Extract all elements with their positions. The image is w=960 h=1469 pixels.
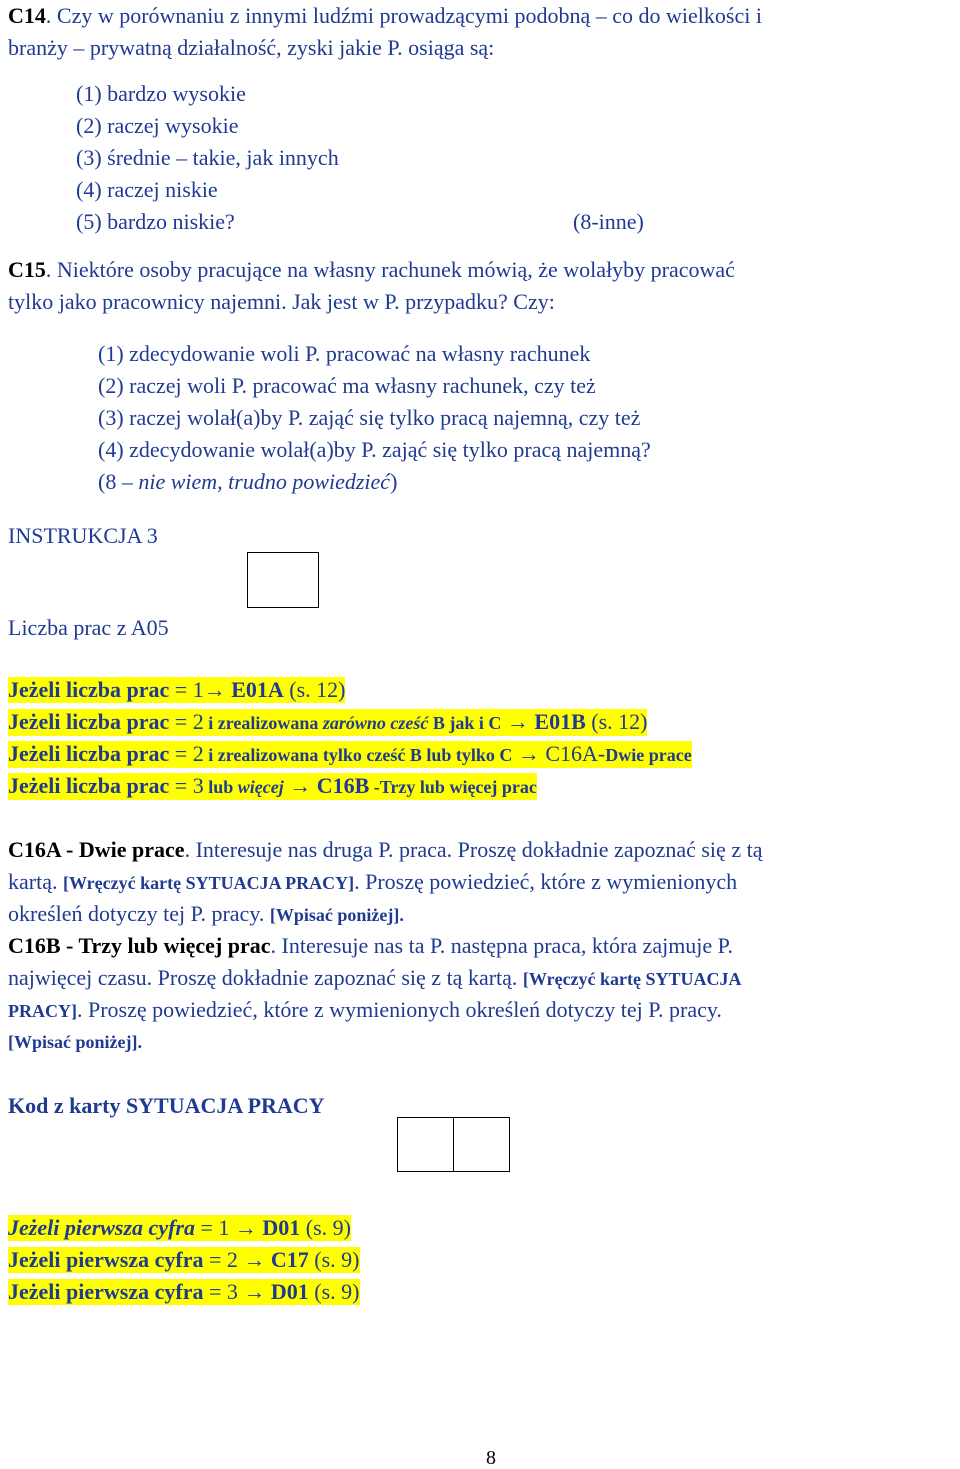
- c16b-text-2a: najwięcej czasu. Proszę dokładnie zapoznać się z tą kartą.: [8, 965, 523, 990]
- c16a-line-3: [8, 901, 404, 928]
- rule-3-value: = 2: [169, 741, 204, 766]
- c16b-line-2: [8, 965, 742, 992]
- jump-1-page: (s. 9): [300, 1215, 351, 1240]
- jump-1-cond: Jeżeli pierwsza cyfra: [8, 1215, 195, 1240]
- rule-3-label: Dwie prace: [605, 745, 692, 765]
- rule-1-target: → E01A: [203, 677, 284, 702]
- c16a-instruction-card: [Wręczyć kartę SYTUACJA PRACY]: [62, 873, 355, 893]
- c16a-text-2c: . Proszę powiedzieć, które z wymienionych: [354, 869, 738, 894]
- c14-line-2: branży – prywatną działalność, zyski jakie P. osiąga są:: [8, 35, 495, 60]
- code-box-1[interactable]: [397, 1117, 454, 1172]
- rule-1-value: = 1: [169, 677, 204, 702]
- kod-label: Kod z karty SYTUACJA PRACY: [8, 1093, 325, 1118]
- c15-dk-open: (8: [98, 469, 122, 494]
- rule-4-value: = 3: [169, 773, 204, 798]
- c16a-line-1: [8, 837, 762, 863]
- jump-2-page: (s. 9): [308, 1247, 360, 1272]
- jump-3: [8, 1279, 360, 1305]
- rule-3-cond: Jeżeli liczba prac: [8, 741, 170, 766]
- jump-1: [8, 1215, 351, 1241]
- jump-3-cond: Jeżeli pierwsza cyfra: [8, 1279, 204, 1304]
- jump-1-value: = 1 →: [194, 1215, 263, 1240]
- jump-1-target: D01: [262, 1215, 301, 1240]
- rule-4-more: więcej: [237, 777, 284, 797]
- c14-number: C14: [8, 3, 46, 28]
- c15-option-3: (3) raczej wolał(a)by P. zająć się tylko pracą najemną, czy też: [98, 405, 641, 430]
- c16a-line-2: [8, 869, 737, 896]
- c15-option-dk: [98, 469, 397, 495]
- rule-2: [8, 709, 647, 736]
- c14-option-2: (2) raczej wysokie: [76, 113, 239, 138]
- rule-2-extra: i zrealizowana: [203, 713, 323, 733]
- rule-2-both: zarówno cześć: [322, 713, 429, 733]
- c14-option-1: (1) bardzo wysokie: [76, 81, 246, 106]
- c15-option-2: (2) raczej woli P. pracować ma własny rachunek, czy też: [98, 373, 596, 398]
- c16b-title: C16B - Trzy lub więcej prac: [8, 933, 271, 958]
- rule-4-label: -Trzy lub więcej prac: [369, 777, 537, 797]
- c16b-instruction-card-end: PRACY]: [8, 1001, 77, 1021]
- rule-3: [8, 741, 692, 768]
- c15-dk-text: – nie wiem, trudno powiedzieć: [121, 469, 391, 494]
- rule-2-cond: Jeżeli liczba prac: [8, 709, 170, 734]
- c15-question: . Niektóre osoby pracujące na własny rachunek mówią, że wolałyby pracować: [45, 257, 735, 282]
- jump-3-target: D01: [270, 1279, 309, 1304]
- c15-number: C15: [8, 257, 46, 282]
- c14-question: . Czy w porównaniu z innymi ludźmi prowadzącymi podobną – co do wielkości i: [45, 3, 762, 28]
- c14-option-5: (5) bardzo niskie?: [76, 209, 235, 234]
- c14-line-1: [8, 3, 762, 29]
- rule-4-target: → C16B: [283, 773, 370, 798]
- jump-2-target: C17: [270, 1247, 309, 1272]
- code-box-2[interactable]: [453, 1117, 510, 1172]
- c14-option-4: (4) raczej niskie: [76, 177, 218, 202]
- c16a-text-2a: kartą.: [8, 869, 63, 894]
- jump-3-value: = 3 →: [203, 1279, 271, 1304]
- c16a-text-1: . Interesuje nas druga P. praca. Proszę dokładnie zapoznać się z tą: [184, 837, 763, 862]
- jump-3-page: (s. 9): [308, 1279, 360, 1304]
- c15-dk-close: ): [390, 469, 398, 494]
- rule-3-extra: i zrealizowana tylko cześć B lub tylko C: [203, 745, 513, 765]
- c14-option-3: (3) średnie – takie, jak innych: [76, 145, 339, 170]
- rule-2-value: = 2: [169, 709, 204, 734]
- job-count-label: Liczba prac z A05: [8, 615, 169, 640]
- job-count-box[interactable]: [247, 552, 319, 608]
- c14-option-other: (8-inne): [573, 209, 644, 234]
- c16b-text-3b: . Proszę powiedzieć, które z wymienionych określeń dotyczy tej P. pracy.: [77, 997, 722, 1022]
- c16b-text-1: . Interesuje nas ta P. następna praca, która zajmuje P.: [270, 933, 733, 958]
- rule-1-cond: Jeżeli liczba prac: [8, 677, 170, 702]
- rule-1-page: (s. 12): [283, 677, 346, 702]
- rule-2-parts: B jak i C: [428, 713, 502, 733]
- jump-2-cond: Jeżeli pierwsza cyfra: [8, 1247, 204, 1272]
- c15-line-1: [8, 257, 735, 283]
- rule-2-target: → E01B: [501, 709, 586, 734]
- rule-1: [8, 677, 345, 703]
- c15-line-2: tylko jako pracownicy najemni. Jak jest w P. przypadku? Czy:: [8, 289, 555, 314]
- c15-option-1: (1) zdecydowanie woli P. pracować na własny rachunek: [98, 341, 591, 366]
- rule-3-target: → C16A-: [512, 741, 606, 766]
- c16a-text-3a: określeń dotyczy tej P. pracy.: [8, 901, 270, 926]
- rule-4-cond: Jeżeli liczba prac: [8, 773, 170, 798]
- c16a-instruction-write: [Wpisać poniżej].: [269, 905, 404, 925]
- jump-2-value: = 2 →: [203, 1247, 271, 1272]
- c16a-title: C16A - Dwie prace: [8, 837, 185, 862]
- c16b-instruction-card: [Wręczyć kartę SYTUACJA: [522, 969, 742, 989]
- rule-2-page: (s. 12): [585, 709, 648, 734]
- rule-4-or: lub: [203, 777, 238, 797]
- instr-title: INSTRUKCJA 3: [8, 523, 158, 548]
- c16b-line-1: [8, 933, 733, 959]
- c16b-line-3: [8, 997, 722, 1024]
- c16b-instruction-write: [Wpisać poniżej].: [8, 1032, 142, 1052]
- jump-2: [8, 1247, 360, 1273]
- c15-option-4: (4) zdecydowanie wolał(a)by P. zająć się tylko pracą najemną?: [98, 437, 651, 462]
- page-number: 8: [486, 1447, 496, 1469]
- rule-4: [8, 773, 537, 800]
